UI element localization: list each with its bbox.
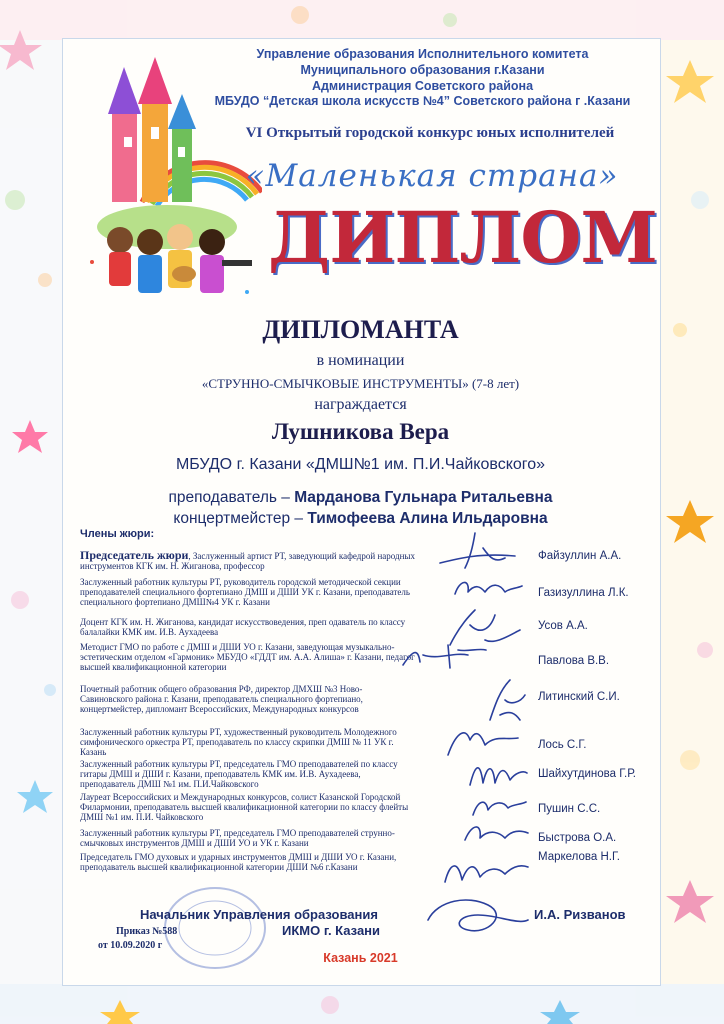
signature-4 [398, 640, 488, 675]
head-name: И.А. Ризванов [534, 907, 626, 922]
header-line-2: Муниципального образования г.Казани [300, 63, 545, 77]
jury-name-8: Пушин С.С. [538, 803, 601, 815]
jury-name-1: Файзуллин А.А. [538, 550, 622, 562]
signature-6 [440, 720, 525, 760]
nomination-value: «СТРУННО-СМЫЧКОВЫЕ ИНСТРУМЕНТЫ» (7-8 лет) [201, 376, 520, 391]
diploma-heading: ДИПЛОМ [268, 196, 657, 279]
accompanist-line [62, 510, 659, 528]
contest-title: VI Открытый городской конкурс юных исполнителей [245, 125, 615, 141]
teacher-name: Марданова Гульнара Ритальевна [294, 489, 553, 506]
accompanist-name: Тимофеева Алина Ильдаровна [307, 510, 548, 527]
school-name: МБУДО г. Казани «ДМШ№1 им. П.И.Чайковского» [175, 456, 546, 473]
signature-10 [440, 852, 530, 892]
contest-name: «Маленькая страна» [245, 158, 619, 194]
jury-name-5: Литинский С.И. [538, 691, 620, 703]
signature-5 [480, 675, 530, 725]
jury-desc-8: Лауреат Всероссийских и Международных конкурсов, солист Казанской Городской Филармонии, преподаватель высшей квалификационной категории по классу флейты ДМШ №1 им. П.И. Чайковского [80, 792, 409, 822]
jury-title: Члены жюри: [80, 528, 155, 540]
teacher-line [62, 489, 659, 507]
signature-1 [435, 528, 525, 573]
signature-2 [450, 574, 525, 604]
city-year: Казань 2021 [323, 951, 398, 965]
degree-title: ДИПЛОМАНТА [262, 315, 459, 344]
jury-name-6: Лось С.Г. [538, 739, 587, 751]
jury-name-2: Газизуллина Л.К. [538, 587, 629, 599]
order-date: от 10.09.2020 г [98, 940, 163, 951]
awardee-name: Лушникова Вера [271, 419, 450, 444]
jury-chair-label: Председатель жюри [80, 548, 189, 562]
awarded-label: награждается [314, 396, 407, 413]
order-number: Приказ №588 [116, 926, 178, 937]
jury-name-7: Шайхутдинова Г.Р. [538, 768, 636, 780]
jury-desc-2: Заслуженный работник культуры РТ, руководитель городской методической секции преподавателей специального фортепиано ДМШ и ДШИ УК г. Казани, преподаватель специального фортепиано ДМШ№4 УК г. Казани [80, 577, 411, 607]
header-line-3: Администрация Советского района [311, 79, 534, 93]
head-signature [418, 890, 533, 945]
jury-name-10: Маркелова Н.Г. [538, 851, 620, 863]
signature-9 [460, 818, 530, 848]
accompanist-label: концертмейстер – [173, 510, 308, 527]
header-line-4: МБУДО “Детская школа искусств №4” Советского района г .Казани [214, 94, 631, 108]
jury-desc-6: Заслуженный работник культуры РТ, художественный руководитель Молодежного симфонического оркестра РТ, преподаватель по классу скрипки ДМШ № 11 УК г. Казань [80, 727, 397, 757]
jury-desc-1: Председатель жюри, Заслуженный артист РТ, заведующий кафедрой народных инструментов КГК им. Н. Жиганова, профессор [80, 548, 415, 571]
head-title-line-2: ИКМО г. Казани [282, 923, 381, 938]
jury-desc-7: Заслуженный работник культуры РТ, председатель ГМО преподавателей по классу гитары ДМШ и ДШИ г. Казани, преподаватель КМК им. И.В. Аухадеева, преподаватель ДМШ №1 им. П.И.Чайковского [80, 759, 398, 789]
teacher-label: преподаватель – [168, 489, 295, 506]
jury-desc-9: Заслуженный работник культуры РТ, председатель ГМО преподавателей струнно-смычковых инструментов ДМШ и ДШИ УО и УК г. Казани [80, 828, 395, 848]
jury-desc-3: Доцент КГК им. Н. Жиганова, кандидат искусствоведения, преп одаватель по классу балалайки КМК им. И.В. Аухадеева [80, 617, 406, 637]
jury-desc-4: Методист ГМО по работе с ДМШ и ДШИ УО г. Казани, заведующая музыкально-эстетическим отделом «Гармоник» МБУДО «ГДДТ им. А.А. Алиша» г. Казани, педагог высшей квалификационной категории [80, 642, 415, 672]
jury-desc-5: Почетный работник общего образования РФ, директор ДМХШ №3 Ново- Савиновского района г. Казани, преподаватель специального фортепиано, концертмейстер, дипломант Всероссийских, Международных конкурсов [80, 684, 363, 714]
jury-name-3: Усов А.А. [538, 620, 588, 632]
jury-name-9: Быстрова О.А. [538, 832, 617, 844]
head-title-line-1: Начальник Управления образования [140, 907, 378, 922]
header-line-1: Управление образования Исполнительного комитета [256, 47, 589, 61]
nomination-label: в номинации [316, 352, 405, 369]
jury-desc-10: Председатель ГМО духовых и ударных инструментов ДМШ и ДШИ УО г. Казани, преподаватель высшей квалификационной категории ДШИ №6 г.Казани [80, 852, 397, 872]
jury-name-4: Павлова В.В. [538, 655, 610, 667]
signature-7 [465, 755, 530, 790]
signature-8 [468, 790, 528, 820]
